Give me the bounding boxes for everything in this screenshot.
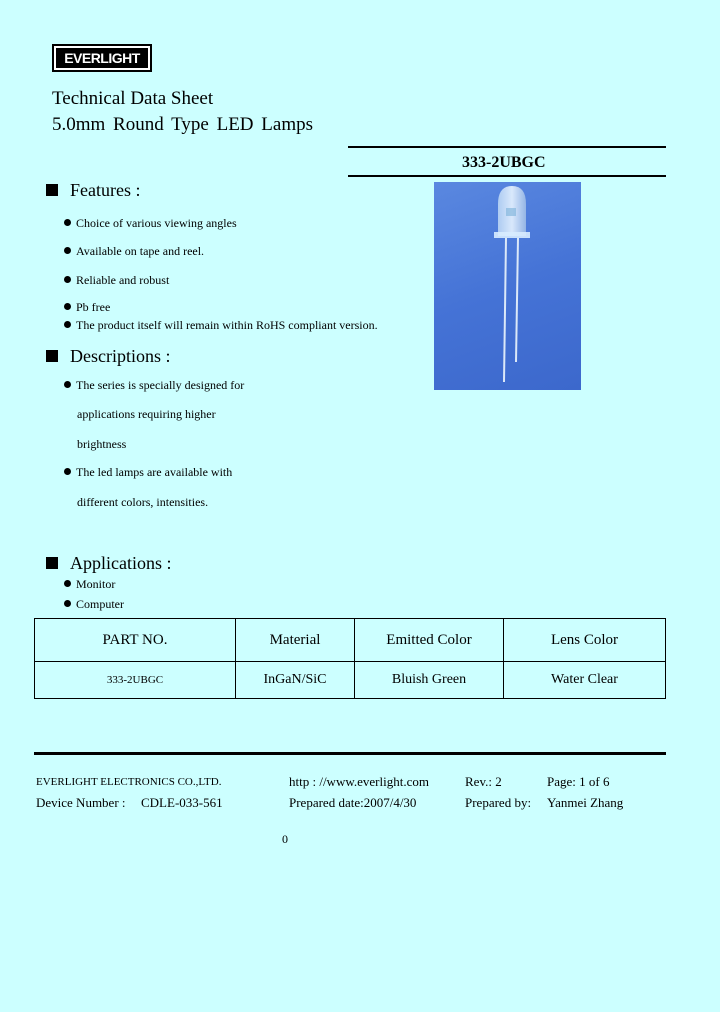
- header-rule-bottom: [348, 175, 666, 177]
- company-name: EVERLIGHT ELECTRONICS CO.,LTD.: [36, 776, 222, 788]
- header-rule-top: [348, 146, 666, 148]
- application-item: Computer: [64, 597, 124, 612]
- cell-lens-color: Water Clear: [504, 662, 666, 699]
- bullet-icon: [64, 468, 71, 475]
- section-square-icon: [46, 350, 58, 362]
- feature-item: Reliable and robust: [64, 273, 169, 288]
- led-photo: [434, 182, 581, 390]
- everlight-logo: [52, 44, 152, 72]
- document-subtitle: 5.0mm Round Type LED Lamps: [52, 114, 313, 135]
- page-count: Page: 1 of 6: [547, 774, 610, 789]
- document-title: Technical Data Sheet: [52, 88, 214, 109]
- description-line: applications requiring higher: [77, 407, 216, 421]
- website-link[interactable]: http : //www.everlight.com: [289, 774, 429, 789]
- feature-item: The product itself will remain within RoHS compliant version.: [64, 318, 378, 333]
- bullet-icon: [64, 321, 71, 328]
- bullet-icon: [64, 247, 71, 254]
- feature-item: Available on tape and reel.: [64, 244, 204, 259]
- column-header-part-no: PART NO.: [35, 619, 236, 662]
- device-number: CDLE-033-561: [141, 795, 223, 810]
- prepared-date: Prepared date:2007/4/30: [289, 795, 417, 810]
- section-square-icon: [46, 184, 58, 196]
- column-header-emitted-color: Emitted Color: [355, 619, 504, 662]
- feature-item: Choice of various viewing angles: [64, 216, 237, 231]
- bullet-icon: [64, 600, 71, 607]
- descriptions-heading: Descriptions :: [46, 346, 171, 367]
- logo-text: EVERLIGHT: [56, 48, 148, 68]
- page-number: 0: [282, 832, 288, 846]
- description-item: The series is specially designed for: [64, 378, 244, 393]
- column-header-material: Material: [236, 619, 355, 662]
- part-number-heading: 333-2UBGC: [462, 154, 546, 171]
- table-header-row: [35, 619, 666, 662]
- prepared-by-label: Prepared by:: [465, 795, 532, 810]
- prepared-by: Yanmei Zhang: [547, 795, 624, 810]
- bullet-icon: [64, 303, 71, 310]
- feature-item: Pb free: [64, 300, 110, 315]
- bullet-icon: [64, 381, 71, 388]
- bullet-icon: [64, 580, 71, 587]
- description-line: different colors, intensities.: [77, 495, 209, 509]
- cell-emitted-color: Bluish Green: [355, 662, 504, 699]
- bullet-icon: [64, 276, 71, 283]
- application-item: Monitor: [64, 577, 115, 592]
- device-number-label: Device Number :: [36, 795, 126, 810]
- description-line: brightness: [77, 437, 127, 451]
- part-table: [34, 618, 666, 699]
- features-heading: Features :: [46, 180, 140, 201]
- table-row: [35, 662, 666, 699]
- column-header-lens-color: Lens Color: [504, 619, 666, 662]
- cell-material: InGaN/SiC: [236, 662, 355, 699]
- footer-rule: [34, 752, 666, 755]
- revision: Rev.: 2: [465, 774, 502, 789]
- section-square-icon: [46, 557, 58, 569]
- led-lamp-illustration: [434, 182, 581, 390]
- applications-heading: Applications :: [46, 553, 172, 574]
- bullet-icon: [64, 219, 71, 226]
- cell-part-no: 333-2UBGC: [35, 662, 236, 699]
- description-item: The led lamps are available with: [64, 465, 232, 480]
